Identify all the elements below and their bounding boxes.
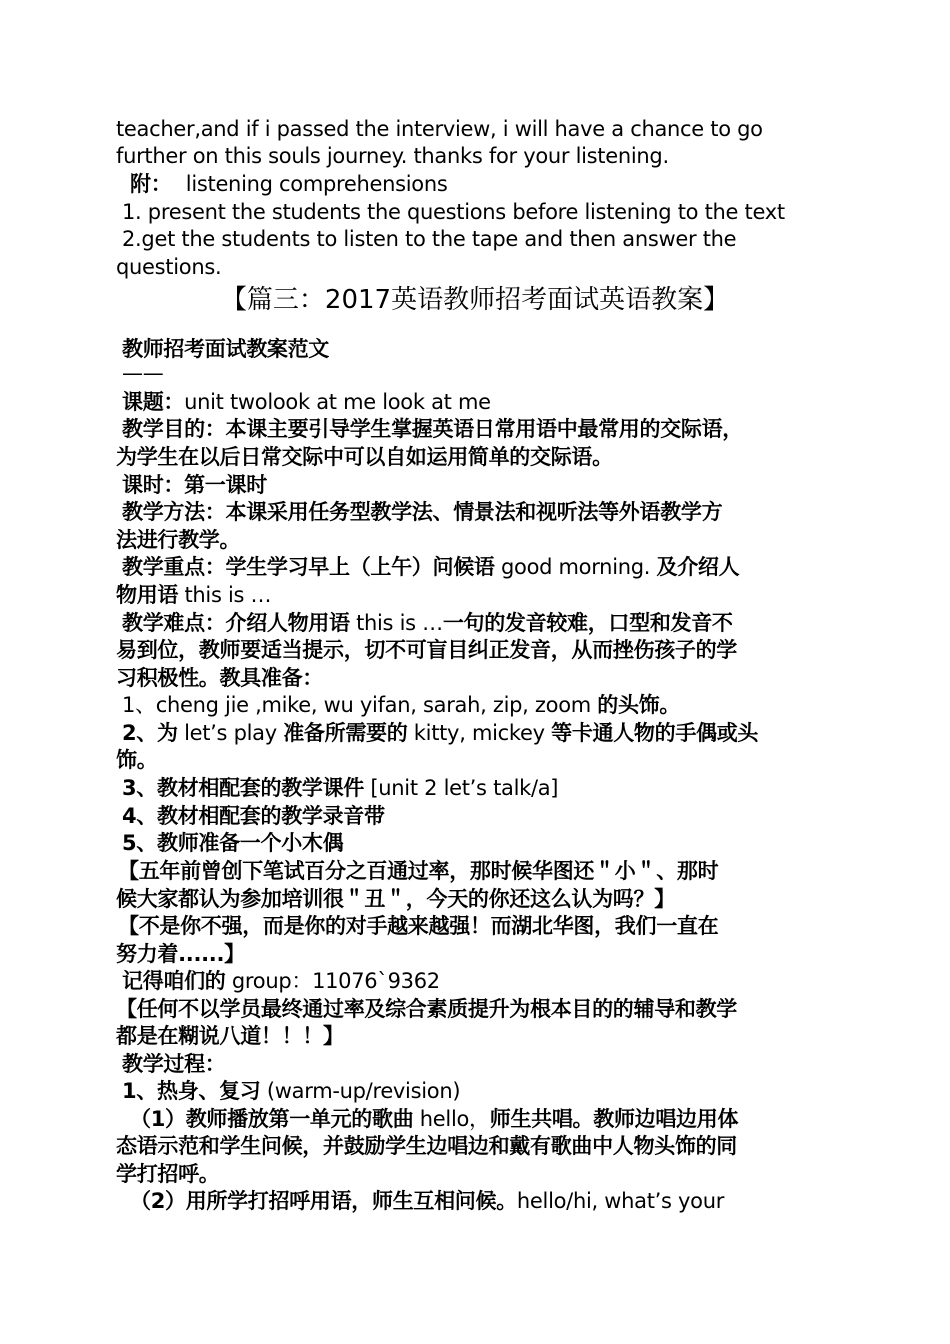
appendix-item-1: 1. present the students the questions before listening to the text xyxy=(122,200,785,224)
key-phrase-2: this is … xyxy=(178,583,272,607)
prep-item-3-text: 3、教材相配套的教学课件 xyxy=(122,776,365,800)
promo-2-line-2: 努力着......】 xyxy=(116,942,245,966)
key-tail: 及介绍人 xyxy=(656,555,740,579)
prep-item-2-tail: 等卡通人物的手偶或头 xyxy=(551,721,759,745)
prep-item-1 xyxy=(122,692,680,719)
step-1 xyxy=(122,1078,460,1105)
step-1-title: 1、热身、复习 xyxy=(122,1079,261,1103)
group-line xyxy=(122,968,440,995)
prep-item-2-cont: 饰。 xyxy=(116,748,158,772)
difficulty-line-1 xyxy=(122,610,733,637)
period-line: 课时：第一课时 xyxy=(122,473,267,497)
prep-item-2-mid: 准备所需要的 xyxy=(283,721,408,745)
promo-1-line-2: 候大家都认为参加培训很＂丑＂，今天的你还这么认为吗？】 xyxy=(116,887,675,911)
appendix-item-2-cont: questions. xyxy=(116,255,222,279)
intro-line-2: further on this souls journey. thanks for your listening. xyxy=(116,144,669,168)
method-line-1: 教学方法：本课采用任务型教学法、情景法和视听法等外语教学方 xyxy=(122,500,723,524)
appendix-label: 附： xyxy=(130,172,172,196)
intro-line-1: teacher,and if i passed the interview, i will have a chance to go xyxy=(116,117,763,141)
substep-1-line-3: 学打招呼。 xyxy=(116,1162,220,1186)
process-heading: 教学过程： xyxy=(122,1052,226,1076)
lesson-heading: 教师招考面试教案范文 xyxy=(122,337,329,361)
substep-2-text: （2）用所学打招呼用语，师生互相问候。 xyxy=(130,1189,517,1213)
prep-item-1-tail: 的头饰。 xyxy=(597,693,681,717)
topic-label: 课题： xyxy=(122,390,185,414)
heading-dash: —— xyxy=(122,361,164,385)
substep-1-song: hello， xyxy=(413,1107,490,1131)
goal-line-1: 教学目的：本课主要引导学生掌握英语日常用语中最常用的交际语， xyxy=(122,417,743,441)
promo-2-line-1: 【不是你不强，而是你的对手越来越强！而湖北华图，我们一直在 xyxy=(118,914,719,938)
substep-2-phrase: hello/hi, what’s your xyxy=(516,1189,725,1213)
topic-line xyxy=(122,389,491,416)
prep-item-5: 5、教师准备一个小木偶 xyxy=(122,831,344,855)
appendix-item-2: 2.get the students to listen to the tape and then answer the xyxy=(122,227,737,251)
goal-line-2: 为学生在以后日常交际中可以自如运用简单的交际语。 xyxy=(116,445,613,469)
prep-item-3-ref: [unit 2 let’s talk/a] xyxy=(364,776,559,800)
group-label: 记得咱们的 xyxy=(122,969,226,993)
topic-value: unit twolook at me look at me xyxy=(184,390,491,414)
prep-item-2-chars: kitty, mickey xyxy=(407,721,552,745)
key-line-2 xyxy=(116,582,271,609)
group-number: group：11076`9362 xyxy=(225,969,440,993)
substep-1-line-1 xyxy=(130,1106,738,1133)
substep-1-tail: 师生共唱。教师边唱边用体 xyxy=(489,1107,739,1131)
substep-2-line-1 xyxy=(130,1188,724,1215)
key-line-1 xyxy=(122,554,739,581)
prep-item-1-text: 1、cheng jie ,mike, wu yifan, sarah, zip, zoom xyxy=(122,693,598,717)
appendix-text: listening comprehensions xyxy=(185,172,448,196)
key-label: 教学重点：学生学习早上（上午）问候语 xyxy=(122,555,495,579)
difficulty-phrase: this is … xyxy=(349,611,443,635)
difficulty-label: 教学难点：介绍人物用语 xyxy=(122,611,350,635)
prep-item-2 xyxy=(122,720,758,747)
promo-1-line-1: 【五年前曾创下笔试百分之百通过率，那时候华图还＂小＂、那时 xyxy=(118,859,719,883)
prep-item-2-game: let’s play xyxy=(177,721,284,745)
promo-3-line-1: 【任何不以学员最终通过率及综合素质提升为根本目的的辅导和教学 xyxy=(116,997,737,1021)
method-line-2: 法进行教学。 xyxy=(116,528,241,552)
promo-3-line-2: 都是在糊说八道！！！】 xyxy=(116,1024,344,1048)
section-title: 【篇三：2017英语教师招考面试英语教案】 xyxy=(220,285,730,315)
substep-1-text: （1）教师播放第一单元的歌曲 xyxy=(130,1107,414,1131)
prep-item-2-num: 2、为 xyxy=(122,721,178,745)
substep-1-line-2: 态语示范和学生问候，并鼓励学生边唱边和戴有歌曲中人物头饰的同 xyxy=(116,1134,737,1158)
prep-item-3 xyxy=(122,775,558,802)
appendix-line xyxy=(130,171,448,198)
key-cont: 物用语 xyxy=(116,583,179,607)
difficulty-line-3: 习积极性。教具准备： xyxy=(116,666,323,690)
key-phrase: good morning. xyxy=(494,555,657,579)
step-1-en: (warm-up/revision) xyxy=(260,1079,461,1103)
prep-item-4: 4、教材相配套的教学录音带 xyxy=(122,804,385,828)
difficulty-tail: 一句的发音较难，口型和发音不 xyxy=(442,611,733,635)
difficulty-line-2: 易到位，教师要适当提示，切不可盲目纠正发音，从而挫伤孩子的学 xyxy=(116,638,737,662)
